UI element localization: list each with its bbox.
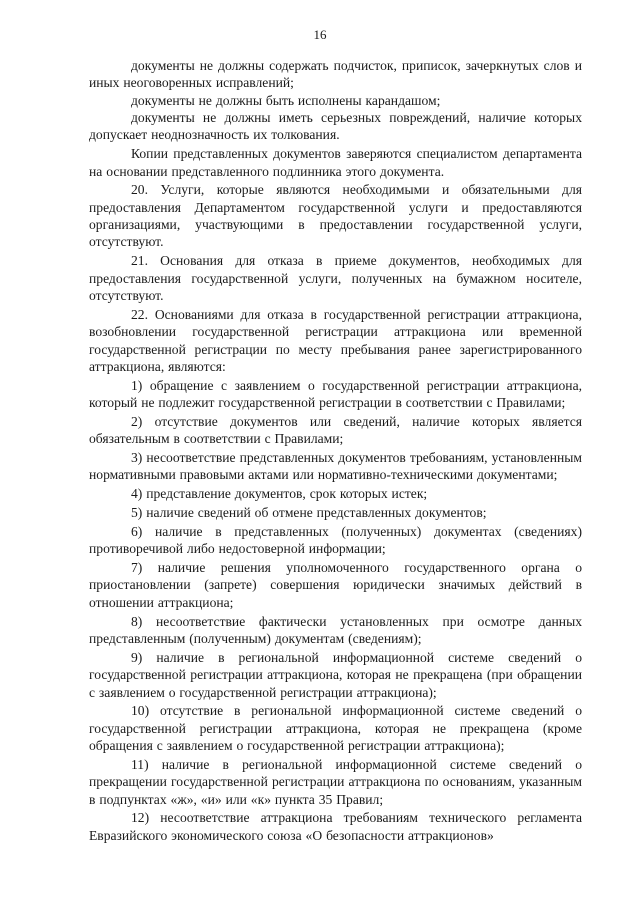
paragraph: 20. Услуги, которые являются необходимыми и обязательными для предоставления Департаментом государственной услуги и предоставляются организациями, участвующими в предоставлении государственной услуги, отсутствуют. xyxy=(89,182,582,250)
paragraph: 10) отсутствие в региональной информационной системе сведений о государственной регистрации аттракциона, которая не прекращена (кроме обращения с заявлением о государственной регистрации аттракциона); xyxy=(89,703,582,754)
paragraph: 2) отсутствие документов или сведений, наличие которых является обязательным в соответствии с Правилами; xyxy=(89,413,582,447)
paragraph: 6) наличие в представленных (полученных) документах (сведениях) противоречивой либо недостоверной информации; xyxy=(89,523,582,557)
page-number: 16 xyxy=(313,27,327,42)
paragraph: 1) обращение с заявлением о государственной регистрации аттракциона, который не подлежит государственной регистрации в соответствии с Правилами; xyxy=(89,377,582,411)
paragraph: 9) наличие в региональной информационной системе сведений о государственной регистрации аттракциона, которая не прекращена (при обращении с заявлением о государственной регистрации аттракциона); xyxy=(89,649,582,700)
paragraph: документы не должны содержать подчисток, приписок, зачеркнутых слов и иных неоговоренных исправлений; xyxy=(89,58,582,91)
paragraph: 11) наличие в региональной информационной системе сведений о прекращении государственной регистрации аттракциона по основаниям, указанным в подпунктах «ж», «и» или «к» пункта 35 Правил; xyxy=(89,756,582,807)
paragraph: 8) несоответствие фактически установленных при осмотре данных представленным (полученным) документам (сведениям); xyxy=(89,613,582,646)
paragraph: документы не должны быть исполнены карандашом; xyxy=(131,92,441,108)
paragraph: 5) наличие сведений об отмене представленных документов; xyxy=(131,505,487,521)
paragraph: 21. Основания для отказа в приеме документов, необходимых для предоставления государственной услуги, полученных на бумажном носителе, отсутствуют. xyxy=(89,253,582,303)
paragraph: 22. Основаниями для отказа в государственной регистрации аттракциона, возобновлении государственной регистрации аттракциона или временной государственной регистрации по месту пребывания ранее зарегистрированного аттракциона, являются: xyxy=(89,306,582,374)
paragraph: 7) наличие решения уполномоченного государственного органа о приостановлении (запрете) совершения юридически значимых действий в отношении аттракциона; xyxy=(89,560,582,610)
document-body xyxy=(89,57,582,844)
paragraph: документы не должны иметь серьезных повреждений, наличие которых допускает неоднозначность их толкования. xyxy=(89,110,582,143)
paragraph: 4) представление документов, срок которых истек; xyxy=(131,486,428,502)
paragraph: Копии представленных документов заверяются специалистом департамента на основании представленного подлинника этого документа. xyxy=(89,146,582,179)
paragraph: 12) несоответствие аттракциона требованиям технического регламента Евразийского экономического союза «О безопасности аттракционов» xyxy=(89,810,582,843)
paragraph: 3) несоответствие представленных документов требованиям, установленным нормативными правовыми актами или нормативно-техническими документами; xyxy=(89,450,582,483)
